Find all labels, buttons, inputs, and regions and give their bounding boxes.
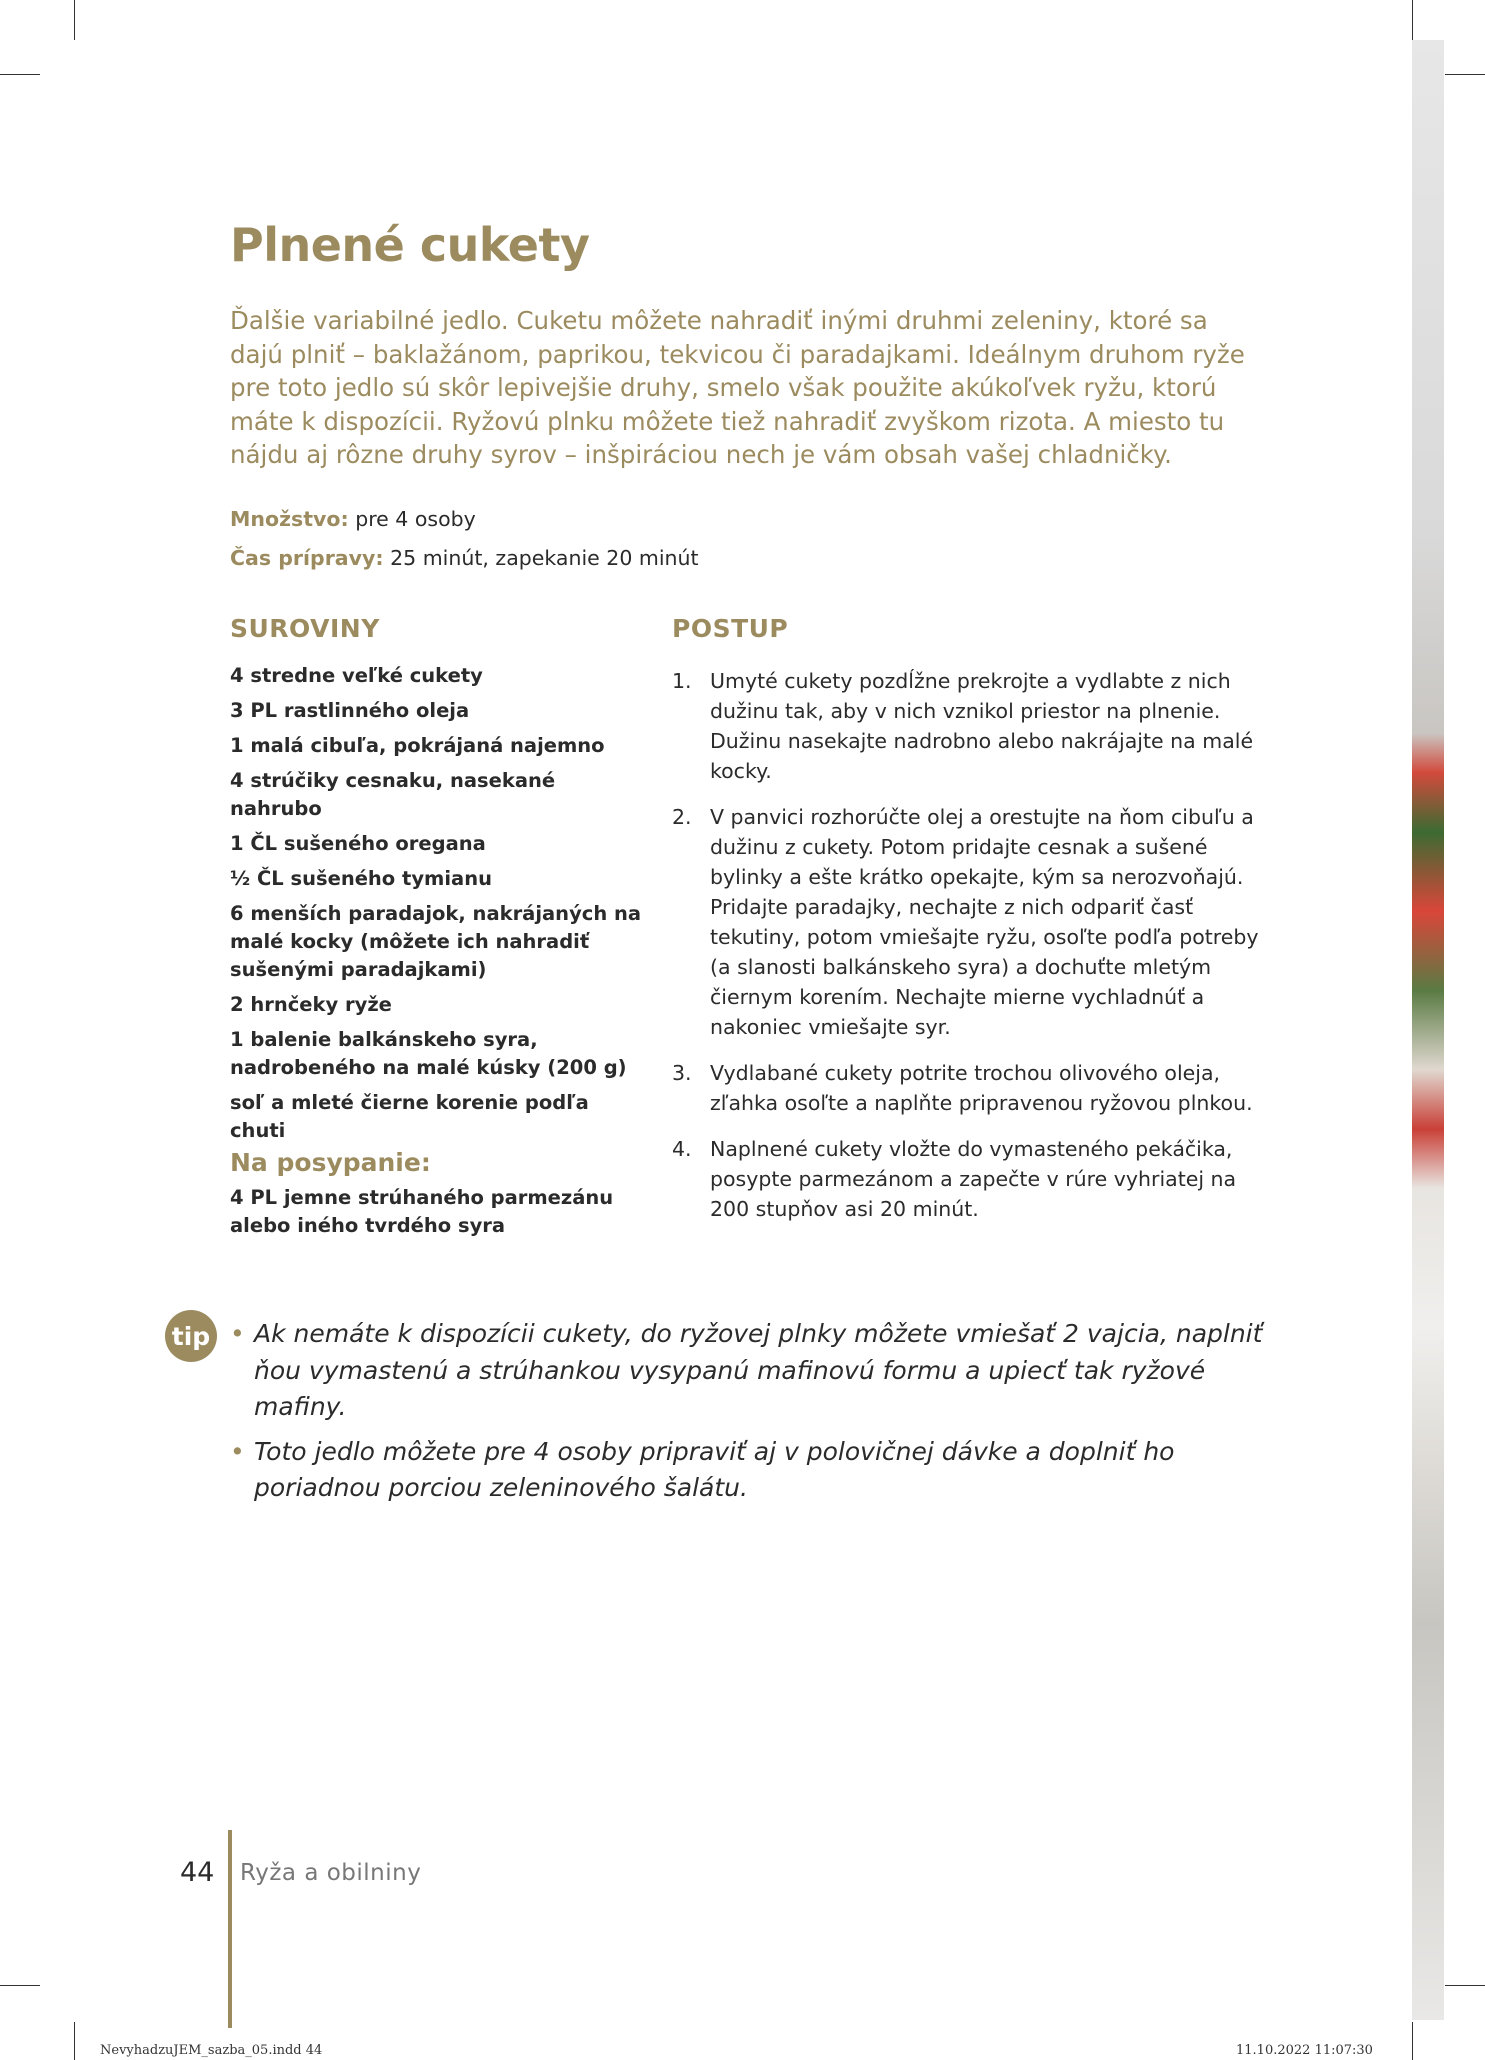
- step-text: Vydlabané cukety potrite trochou olivového oleja, zľahka osoľte a naplňte pripravenou ryžovou plnkou.: [710, 1061, 1253, 1115]
- crop-mark: [1412, 0, 1413, 40]
- crop-mark: [1412, 2022, 1413, 2060]
- method-heading: POSTUP: [672, 614, 789, 643]
- step-number: 4.: [672, 1137, 692, 1161]
- crop-mark: [0, 1985, 40, 1986]
- topping-heading: Na posypanie:: [230, 1148, 431, 1177]
- crop-mark: [1445, 1985, 1485, 1986]
- slug-file: NevyhadzuJEM_sazba_05.indd 44: [100, 2043, 323, 2058]
- step-text: Umyté cukety pozdĺžne prekrojte a vydlabte z nich dužinu tak, aby v nich vznikol priestor na plnenie. Dužinu nasekajte nadrobno alebo nakrájajte na malé kocky.: [710, 669, 1254, 783]
- method-step: [672, 1134, 1262, 1224]
- step-number: 1.: [672, 669, 692, 693]
- ingredient-item: 1 malá cibuľa, pokrájaná najemno: [230, 734, 605, 757]
- step-number: 3.: [672, 1061, 692, 1085]
- prep-time-line: [230, 546, 699, 570]
- method-step: [672, 666, 1262, 786]
- ingredient-item: 1 ČL sušeného oregana: [230, 832, 486, 855]
- prep-time-label: Čas prípravy:: [230, 546, 384, 570]
- method-steps: [672, 666, 1262, 1240]
- bullet-icon: •: [230, 1436, 245, 1466]
- ingredient-item: 2 hrnčeky ryže: [230, 993, 392, 1016]
- photo-bleed-edge: [1412, 40, 1444, 2020]
- prep-time-value: 25 minút, zapekanie 20 minút: [390, 546, 699, 570]
- step-number: 2.: [672, 805, 692, 829]
- ingredient-item: 3 PL rastlinného oleja: [230, 699, 470, 722]
- ingredient-item: 4 stredne veľké cukety: [230, 664, 483, 687]
- tip-list: [230, 1316, 1270, 1515]
- folio-rule: [228, 1830, 232, 2028]
- crop-mark: [74, 0, 75, 40]
- servings-value: pre 4 osoby: [355, 507, 476, 531]
- recipe-title: Plnené cukety: [230, 218, 590, 272]
- recipe-intro: Ďalšie variabilné jedlo. Cuketu môžete nahradiť inými druhmi zeleniny, ktoré sa dajú plniť – baklažánom, paprikou, tekvicou či paradajkami. Ideálnym druhom ryže pre toto jedlo sú skôr lepivejšie druhy, smelo však použite akúkoľvek ryžu, ktorú máte k dispozícii. Ryžovú plnku môžete tiež nahradiť zvyškom rizota. A miesto tu nájdu aj rôzne druhy syrov – inšpiráciou nech je vám obsah vašej chladničky.: [230, 306, 1245, 469]
- page-number: 44: [180, 1857, 215, 1888]
- step-text: V panvici rozhorúčte olej a orestujte na ňom cibuľu a dužinu z cukety. Potom pridajte cesnak a sušené bylinky a ešte krátko opekajte, kým sa nerozvoňajú. Pridajte paradajky, nechajte z nich odpariť časť tekutiny, potom vmiešajte ryžu, osoľte podľa potreby (a slanosti balkánskeho syra) a dochuťte mletým čiernym korením. Nechajte mierne vychladnúť a nakoniec vmiešajte syr.: [710, 805, 1259, 1039]
- bullet-icon: •: [230, 1319, 245, 1348]
- section-name: Ryža a obilniny: [240, 1860, 422, 1886]
- crop-mark: [74, 2022, 75, 2060]
- ingredient-item: soľ a mleté čierne korenie podľa chuti: [230, 1091, 589, 1142]
- ingredients-heading: SUROVINY: [230, 614, 380, 643]
- topping-text: 4 PL jemne strúhaného parmezánu alebo iného tvrdého syra: [230, 1186, 614, 1237]
- crop-mark: [0, 74, 40, 75]
- ingredient-item: ½ ČL sušeného tymianu: [230, 867, 492, 890]
- tip-item: [230, 1434, 1270, 1507]
- ingredient-item: 6 menších paradajok, nakrájaných na malé kocky (môžete ich nahradiť sušenými paradajkami): [230, 902, 642, 981]
- step-text: Naplnené cukety vložte do vymasteného pekáčika, posypte parmezánom a zapečte v rúre vyhriatej na 200 stupňov asi 20 minút.: [710, 1137, 1237, 1221]
- tip-text: Ak nemáte k dispozícii cukety, do ryžovej plnky môžete vmiešať 2 vajcia, naplniť ňou vymastenú a strúhankou vysypanú mafinovú formu a upiecť tak ryžové mafiny.: [254, 1319, 1263, 1421]
- ingredient-item: 4 strúčiky cesnaku, nasekané nahrubo: [230, 769, 556, 820]
- method-step: [672, 802, 1262, 1042]
- servings-line: [230, 507, 476, 531]
- crop-mark: [1445, 74, 1485, 75]
- servings-label: Množstvo:: [230, 507, 349, 531]
- tip-text: Toto jedlo môžete pre 4 osoby pripraviť aj v polovičnej dávke a doplniť ho poriadnou porciou zeleninového šalátu.: [254, 1436, 1175, 1502]
- tip-item: [230, 1316, 1270, 1426]
- slug-date: 11.10.2022 11:07:30: [1236, 2043, 1373, 2058]
- ingredients-list: [230, 662, 650, 1152]
- ingredient-item: 1 balenie balkánskeho syra, nadrobeného na malé kúsky (200 g): [230, 1028, 627, 1079]
- tip-badge: tip: [165, 1310, 217, 1362]
- method-step: [672, 1058, 1262, 1118]
